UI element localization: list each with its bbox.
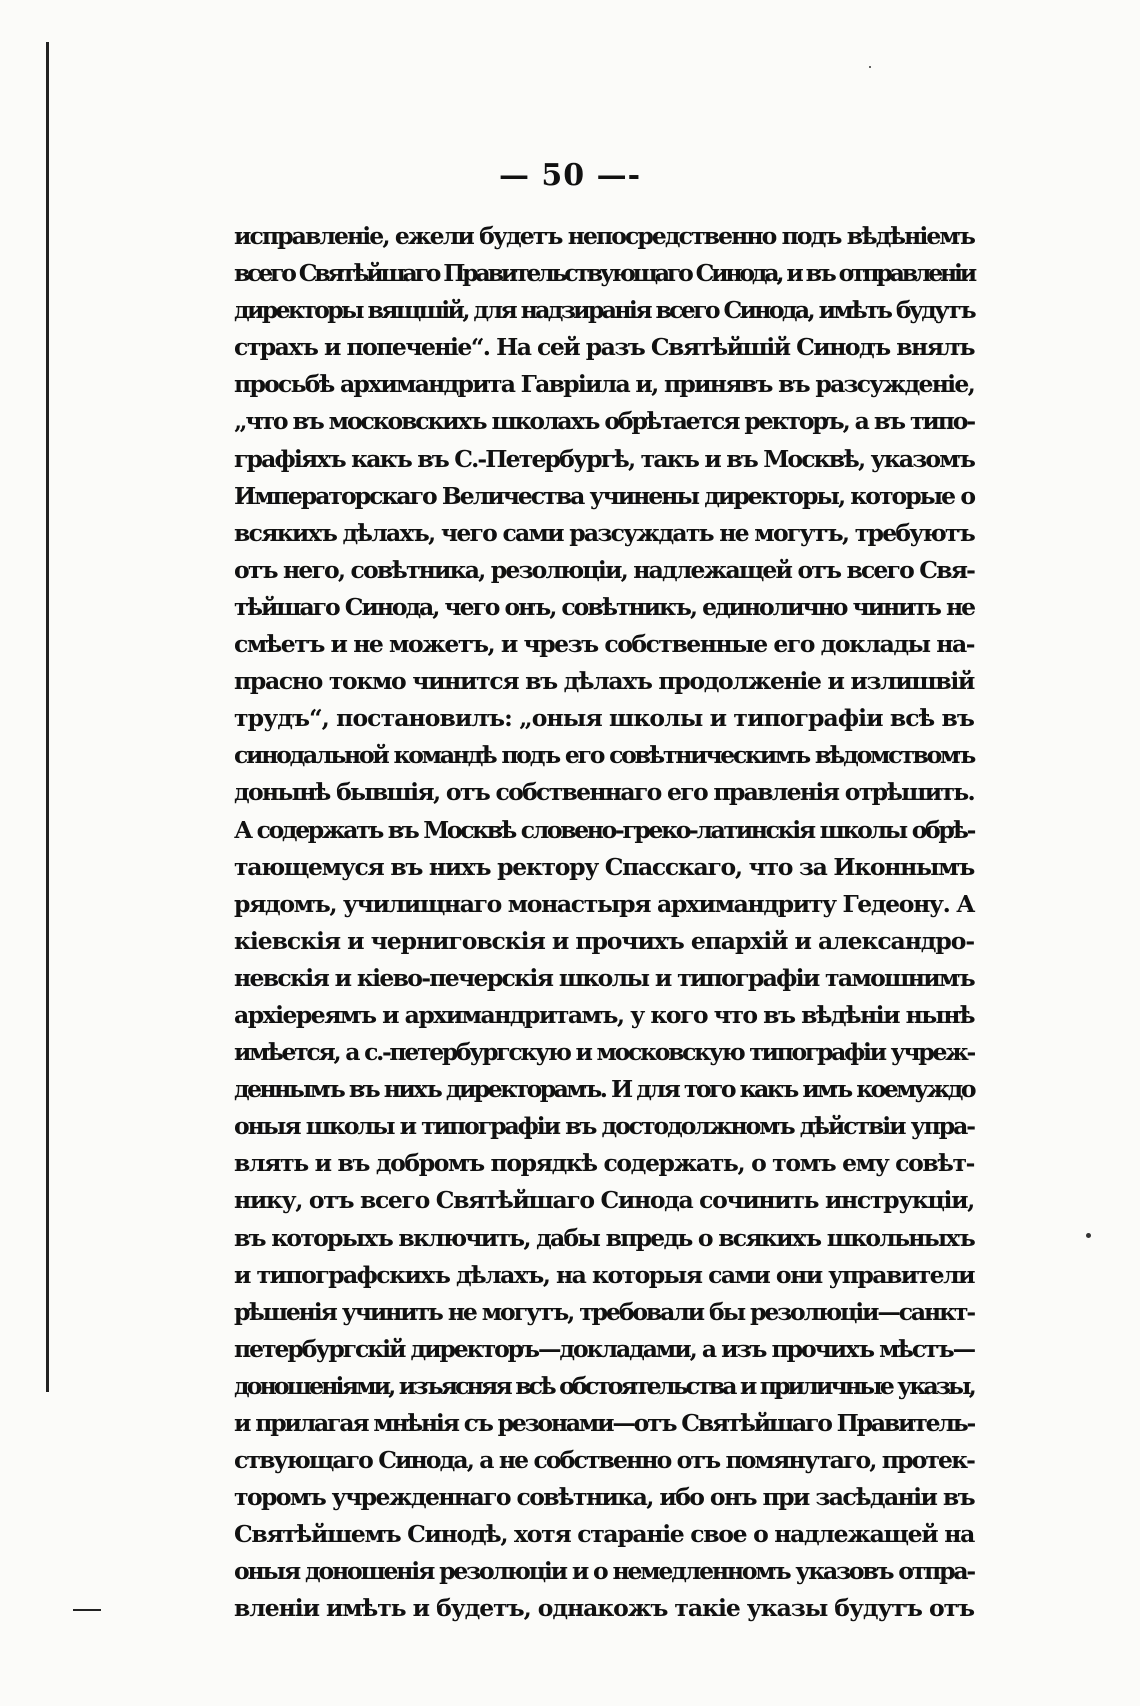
text-line: ствующаго Синода, а не собственно отъ помянутаго, протек- <box>234 1446 974 1475</box>
text-line: прасно токмо чинится въ дѣлахъ продолженіе и излишвій <box>234 667 974 696</box>
page-number: — 50 —- <box>498 158 642 193</box>
text-line: трудъ“, постановилъ: „оныя школы и типографіи всѣ въ <box>234 704 974 733</box>
text-line: тѣйшаго Синода, чего онъ, совѣтникъ, единолично чинить не <box>234 592 974 621</box>
text-line: синодальной командѣ подъ его совѣтническимъ вѣдомствомъ <box>234 741 974 770</box>
text-line: и типографскихъ дѣлахъ, на которыя сами они управители <box>234 1260 974 1289</box>
text-line: рядомъ, училищнаго монастыря архимандриту Гедеону. А <box>234 889 974 918</box>
text-line: всего Святѣйшаго Правительствующаго Синода, и въ отправленіи <box>234 259 974 288</box>
text-line: „что въ московскихъ школахъ обрѣтается ректоръ, а въ типо- <box>234 407 974 436</box>
bottom-margin-dash <box>73 1609 101 1611</box>
body-text <box>234 218 974 1628</box>
text-line: влять и въ добромъ порядкѣ содержать, о томъ ему совѣт- <box>234 1149 974 1178</box>
text-line: оныя доношенія резолюціи и о немедленномъ указовъ отпра- <box>234 1557 974 1586</box>
text-line: оныя школы и типографіи въ достодолжномъ дѣйствіи упра- <box>234 1112 974 1141</box>
text-line: директоры вящшій, для надзиранія всего Синода, имѣть будутъ <box>234 296 974 325</box>
text-line: кіевскія и черниговскія и прочихъ епархій и александро- <box>234 926 974 955</box>
text-line: и прилагая мнѣнія съ резонами—отъ Святѣйшаго Правитель- <box>234 1409 974 1437</box>
text-line: А содержать въ Москвѣ словено-греко-латинскія школы обрѣ- <box>234 815 974 844</box>
text-line: архіереямъ и архимандритамъ, у кого что въ вѣдѣніи нынѣ <box>234 1000 974 1029</box>
text-line: рѣшенія учинить не могутъ, требовали бы резолюціи—санкт- <box>234 1297 975 1326</box>
text-line: Святѣйшемъ Синодѣ, хотя стараніе свое о надлежащей на <box>234 1520 974 1549</box>
text-line: невскія и кіево-печерскія школы и типографіи тамошнимъ <box>234 963 974 992</box>
scan-speck <box>869 66 871 68</box>
text-line: деннымъ въ нихъ директорамъ. И для того какъ имъ коемуждо <box>234 1075 975 1104</box>
text-line: просьбѣ архимандрита Гавріила и, принявъ въ разсужденіе, <box>234 370 974 399</box>
text-line: Императорскаго Величества учинены директоры, которые о <box>234 481 974 510</box>
text-line: въ которыхъ включить, дабы впредь о всякихъ школьныхъ <box>234 1223 974 1252</box>
text-line: донынѣ бывшія, отъ собственнаго его правленія отрѣшить. <box>234 778 974 807</box>
text-line: нику, отъ всего Святѣйшаго Синода сочинить инструкціи, <box>234 1186 974 1215</box>
text-line: петербургскій директоръ—докладами, а изъ прочихъ мѣстъ— <box>234 1334 974 1363</box>
text-line: исправленіе, ежели будетъ непосредственно подъ вѣдѣніемъ <box>234 222 974 250</box>
left-margin-rule <box>46 42 49 1392</box>
text-line: всякихъ дѣлахъ, чего сами разсуждать не могутъ, требуютъ <box>234 518 974 547</box>
text-line: доношеніями, изъясняя всѣ обстоятельства и приличные указы, <box>234 1371 974 1400</box>
scan-speck <box>1086 1233 1091 1238</box>
text-line: торомъ учрежденнаго совѣтника, ибо онъ при засѣданіи въ <box>234 1483 974 1512</box>
text-line: страхъ и попеченіе“. На сей разъ Святѣйшій Синодъ внялъ <box>234 333 974 362</box>
text-line: вленіи имѣть и будетъ, однакожъ такіе указы будутъ отъ <box>234 1594 974 1623</box>
text-line: тающемуся въ нихъ ректору Спасскаго, что за Иконнымъ <box>234 852 974 881</box>
text-line: имѣется, а с.-петербургскую и московскую типографіи учреж- <box>234 1038 974 1067</box>
text-line: графіяхъ какъ въ С.-Петербургѣ, такъ и въ Москвѣ, указомъ <box>234 444 974 473</box>
text-line: смѣетъ и не можетъ, и чрезъ собственные его доклады на- <box>234 630 974 659</box>
text-line: отъ него, совѣтника, резолюціи, надлежащей отъ всего Свя- <box>234 555 974 584</box>
